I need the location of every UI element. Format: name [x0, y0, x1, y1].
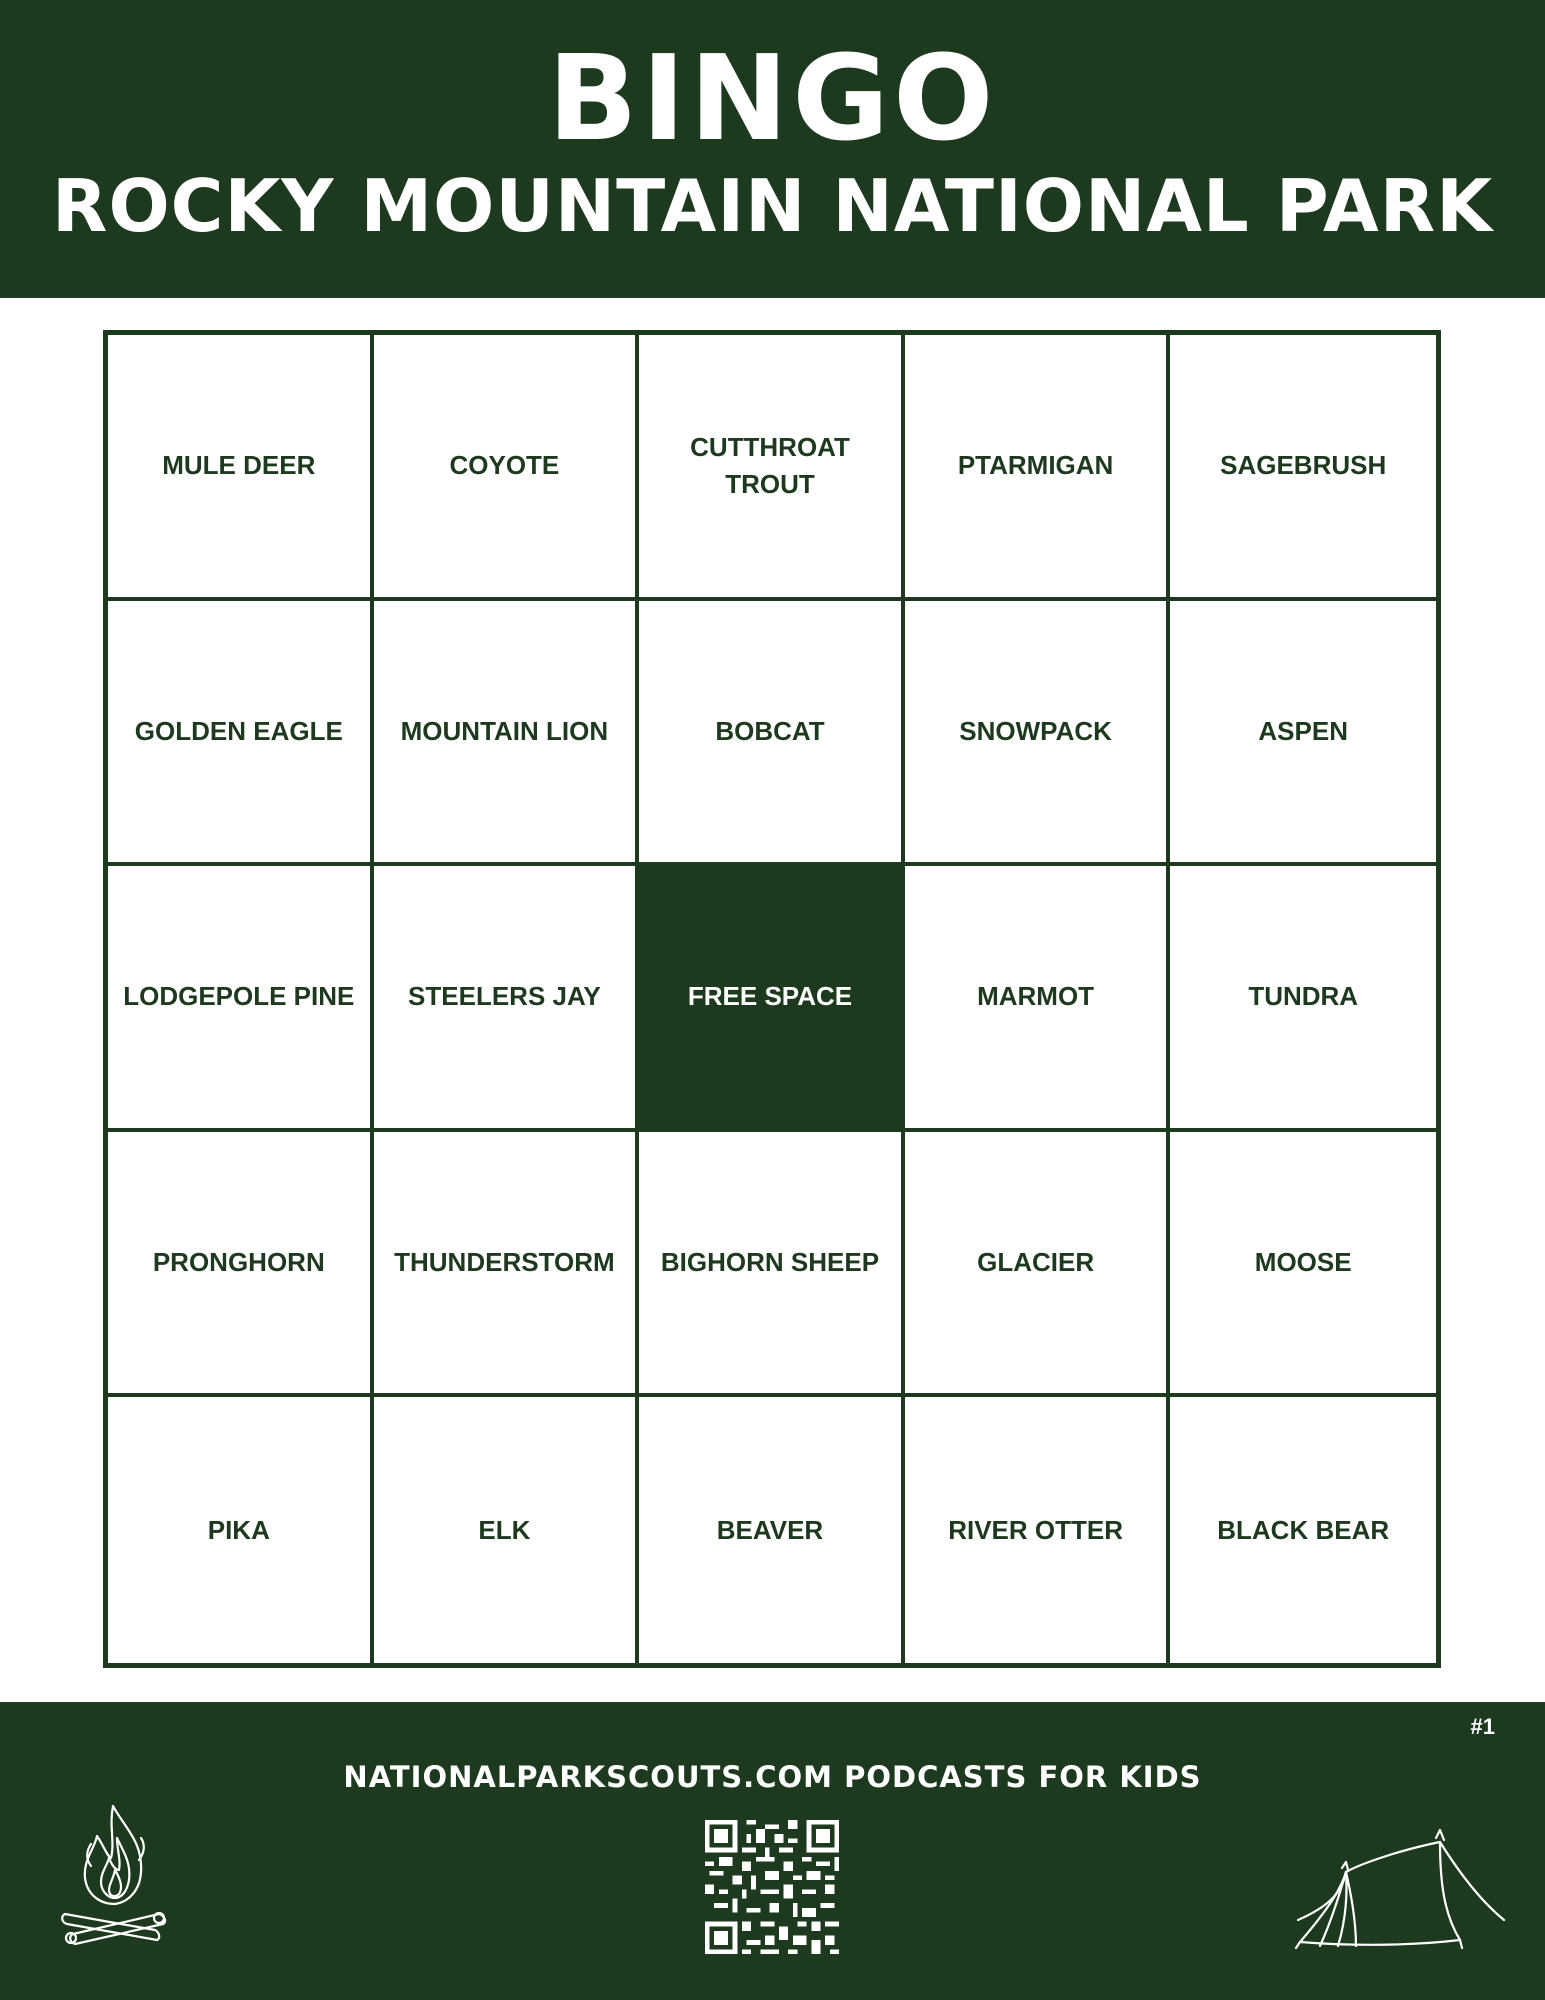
- bingo-cell[interactable]: COYOTE: [374, 335, 640, 601]
- bingo-cell[interactable]: MOUNTAIN LION: [374, 601, 640, 867]
- bingo-cell[interactable]: BLACK BEAR: [1217, 1514, 1390, 1545]
- tent-icon: [1290, 1802, 1510, 1952]
- bingo-cell[interactable]: SNOWPACK: [905, 601, 1171, 867]
- bingo-cell[interactable]: TUNDRA: [1170, 866, 1436, 1132]
- bingo-cell[interactable]: PTARMIGAN: [905, 335, 1171, 601]
- bingo-cell[interactable]: GOLDEN EAGLE: [108, 601, 374, 867]
- qr-code: [705, 1820, 839, 1954]
- bingo-cell[interactable]: MARMOT: [905, 866, 1171, 1132]
- bingo-cell[interactable]: MOOSE: [1170, 1132, 1436, 1398]
- bingo-cell[interactable]: MULE DEER: [108, 335, 374, 601]
- bingo-cell[interactable]: BIGHORN SHEEP: [639, 1132, 905, 1398]
- card-number: #1: [1470, 1714, 1495, 1739]
- bingo-cell[interactable]: PIKA: [108, 1397, 374, 1663]
- bingo-board: [103, 330, 1441, 1668]
- bingo-cell[interactable]: ELK: [374, 1397, 640, 1663]
- bingo-cell[interactable]: ASPEN: [1170, 601, 1436, 867]
- header-banner: [0, 0, 1545, 298]
- footer-banner: [0, 1702, 1545, 2000]
- bingo-cell[interactable]: GLACIER: [905, 1132, 1171, 1398]
- bingo-cell[interactable]: CUTTHROAT TROUT: [639, 335, 905, 601]
- bingo-cell[interactable]: STEELERS JAY: [374, 866, 640, 1132]
- page-title: BINGO: [547, 29, 998, 167]
- bingo-cell[interactable]: BOBCAT: [639, 601, 905, 867]
- bingo-cell[interactable]: RIVER OTTER: [905, 1397, 1171, 1663]
- free-space-cell: FREE SPACE: [639, 866, 905, 1132]
- bingo-cell[interactable]: PRONGHORN: [108, 1132, 374, 1398]
- campfire-icon: [55, 1798, 175, 1948]
- bingo-cell[interactable]: SAGEBRUSH: [1170, 335, 1436, 601]
- bingo-cell[interactable]: BEAVER: [639, 1397, 905, 1663]
- footer-text: NATIONALPARKSCOUTS.COM PODCASTS FOR KIDS: [343, 1760, 1202, 1794]
- bingo-cell[interactable]: LODGEPOLE PINE: [108, 866, 374, 1132]
- bingo-cell[interactable]: THUNDERSTORM: [374, 1132, 640, 1398]
- page-subtitle: ROCKY MOUNTAIN NATIONAL PARK: [52, 164, 1493, 248]
